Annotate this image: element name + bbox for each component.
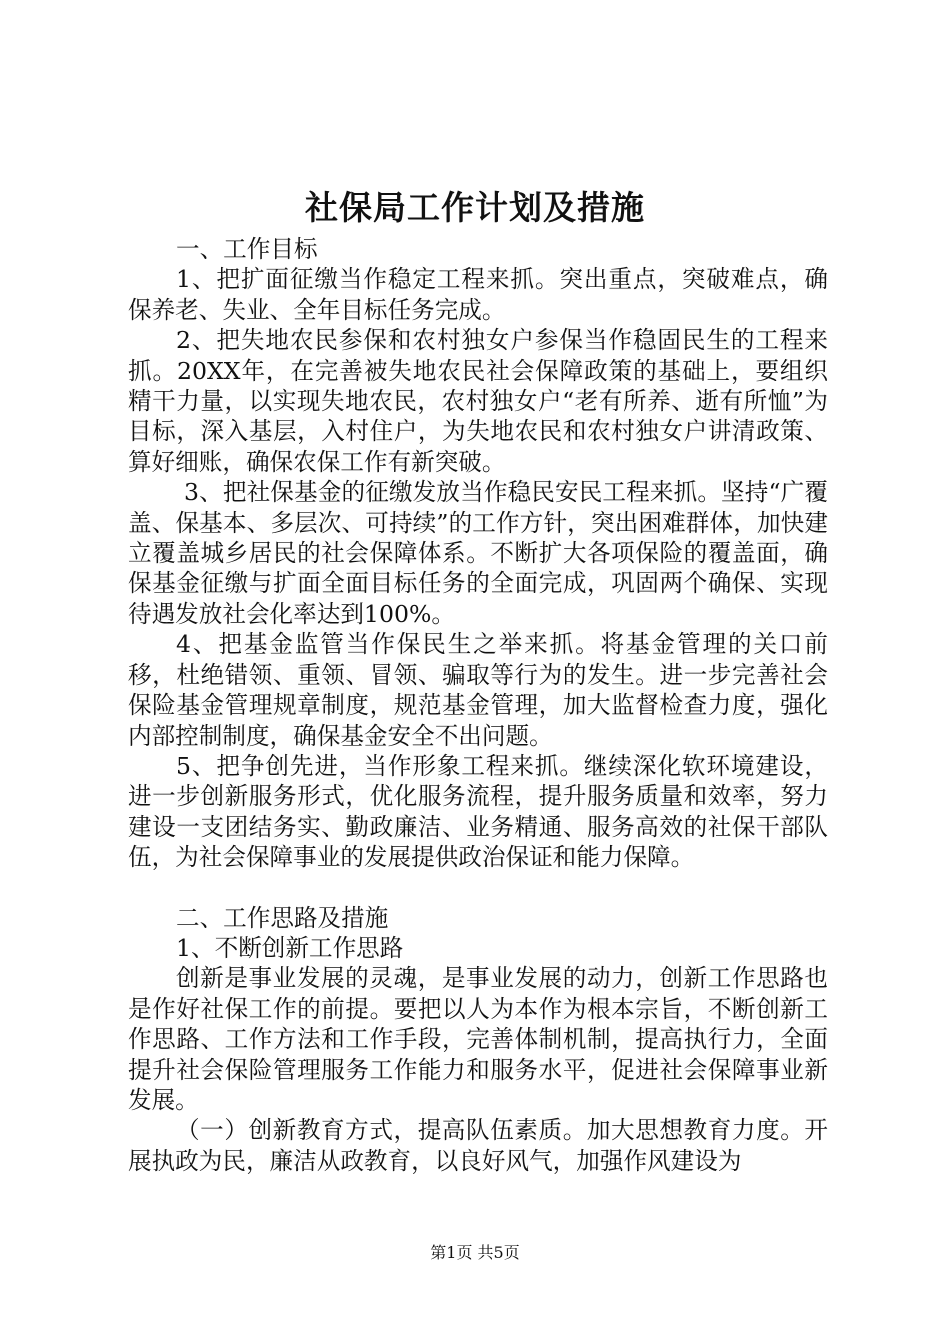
spacer	[128, 873, 828, 903]
paragraph: 4、把基金监管当作保民生之举来抓。将基金管理的关口前移，杜绝错领、重领、冒领、骗取等行为的发生。进一步完善社会保险基金管理规章制度，规范基金管理，加大监督检查力度，强化内部控制制度，确保基金安全不出问题。	[128, 630, 828, 750]
section-heading: 二、工作思路及措施	[176, 903, 389, 932]
paragraph: 创新是事业发展的灵魂，是事业发展的动力，创新工作思路也是作好社保工作的前提。要把以人为本作为根本宗旨，不断创新工作思路、工作方法和工作手段，完善体制机制，提高执行力，全面提升社会保险管理服务工作能力和服务水平，促进社会保障事业新发展。	[128, 964, 828, 1114]
paragraph: 5、把争创先进，当作形象工程来抓。继续深化软环境建设，进一步创新服务形式，优化服务流程，提升服务质量和效率，努力建设一支团结务实、勤政廉洁、业务精通、服务高效的社保干部队伍，为社会保障事业的发展提供政治保证和能力保障。	[128, 751, 828, 872]
section-heading: 一、工作目标	[176, 235, 318, 263]
paragraph: 3、把社保基金的征缴发放当作稳民安民工程来抓。坚持“广覆盖、保基本、多层次、可持续”的工作方针，突出困难群体，加快建立覆盖城乡居民的社会保障体系。不断扩大各项保险的覆盖面，确保基金征缴与扩面全面目标任务的全面完成，巩固两个确保、实现待遇发放社会化率达到100%。	[128, 478, 828, 628]
document-title: 社保局工作计划及措施	[305, 188, 645, 227]
paragraph: 1、把扩面征缴当作稳定工程来抓。突出重点，突破难点，确保养老、失业、全年目标任务完成。	[128, 265, 828, 324]
document-body	[128, 234, 828, 1176]
paragraph: 2、把失地农民参保和农村独女户参保当作稳固民生的工程来抓。20XX年，在完善被失地农民社会保障政策的基础上，要组织精干力量，以实现失地农民，农村独女户“老有所养、逝有所恤”为目标，深入基层，入村住户，为失地农民和农村独女户讲清政策、算好细账，确保农保工作有新突破。	[128, 326, 828, 476]
page-footer: 第1页 共5页	[430, 1243, 520, 1262]
subsection-heading: 1、不断创新工作思路	[176, 933, 404, 962]
paragraph: （一）创新教育方式，提高队伍素质。加大思想教育力度。开展执政为民，廉洁从政教育，以良好风气，加强作风建设为	[128, 1116, 828, 1175]
